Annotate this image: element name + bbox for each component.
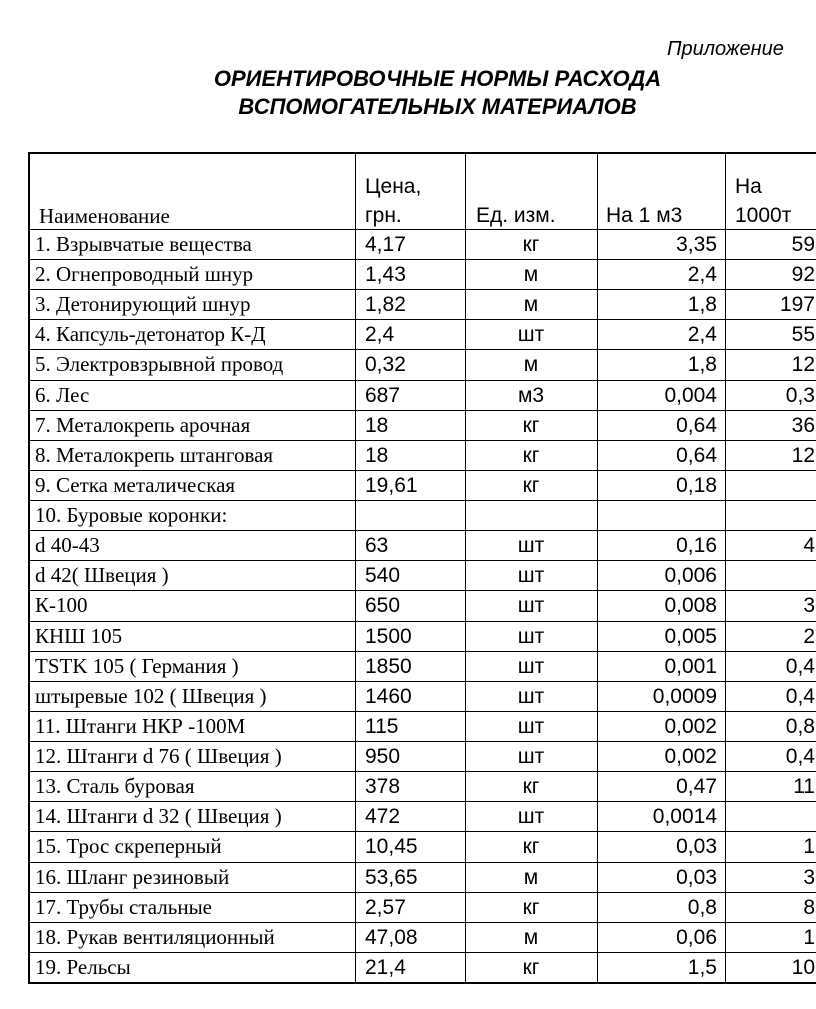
material-name: 2. Огнепроводный шнур xyxy=(35,262,254,287)
per-1000t-cell: 4 xyxy=(803,534,815,558)
per-1000t-cell: 1 xyxy=(803,835,815,859)
per-1000t-cell: 1 xyxy=(803,925,815,949)
row-divider xyxy=(30,560,816,561)
per-1000t-cell: 197 xyxy=(779,293,815,317)
per-m3-cell: 0,18 xyxy=(676,473,717,497)
unit-cell: м xyxy=(523,263,539,287)
price-cell: 18 xyxy=(365,443,389,467)
per-m3-cell: 0,64 xyxy=(676,413,717,437)
price-cell: 19,61 xyxy=(365,473,418,497)
per-1000t-cell: 12 xyxy=(791,443,815,467)
unit-cell: шт xyxy=(517,594,545,618)
material-name: 11. Штанги НКР -100М xyxy=(35,713,246,738)
title-line-1: ОРИЕНТИРОВОЧНЫЕ НОРМЫ РАСХОДА xyxy=(213,66,662,91)
header-per-1000-line1: На xyxy=(735,175,762,198)
header-price-line2: грн. xyxy=(365,204,402,227)
row-divider xyxy=(30,289,816,290)
per-m3-cell: 0,005 xyxy=(664,624,717,648)
per-m3-cell: 0,64 xyxy=(676,443,717,467)
unit-cell: кг xyxy=(522,895,540,919)
per-1000t-cell: 0,8 xyxy=(785,714,815,738)
row-divider xyxy=(30,470,816,471)
row-divider xyxy=(30,801,816,802)
price-cell: 378 xyxy=(365,775,401,799)
material-name: d 42( Швеция ) xyxy=(35,563,169,588)
row-divider xyxy=(30,259,816,260)
row-divider xyxy=(30,410,816,411)
material-name: 10. Буровые коронки: xyxy=(35,503,228,528)
per-1000t-cell: 3 xyxy=(803,594,815,618)
material-name: 16. Шланг резиновый xyxy=(35,864,230,889)
unit-cell: шт xyxy=(517,745,545,769)
unit-cell: шт xyxy=(517,684,545,708)
price-cell: 53,65 xyxy=(365,865,418,889)
per-1000t-cell: 12 xyxy=(791,353,815,377)
material-name: 5. Электровзрывной провод xyxy=(35,352,284,377)
per-m3-cell: 0,002 xyxy=(664,714,717,738)
row-divider xyxy=(30,621,816,622)
material-name: 3. Детонирующий шнур xyxy=(35,292,251,317)
material-name: КНШ 105 xyxy=(35,623,123,648)
price-cell: 10,45 xyxy=(365,835,418,859)
material-name: 15. Трос скреперный xyxy=(35,834,222,859)
per-m3-cell: 0,03 xyxy=(676,865,717,889)
material-name: 9. Сетка металическая xyxy=(35,472,236,497)
per-m3-cell: 0,002 xyxy=(664,745,717,769)
row-divider xyxy=(30,319,816,320)
price-cell: 950 xyxy=(365,745,401,769)
price-cell: 1850 xyxy=(365,654,412,678)
price-cell: 0,32 xyxy=(365,353,406,377)
row-divider xyxy=(30,530,816,531)
unit-cell: кг xyxy=(522,473,540,497)
per-m3-cell: 3,35 xyxy=(676,233,717,256)
per-m3-cell: 0,16 xyxy=(676,534,717,558)
unit-cell: кг xyxy=(522,775,540,799)
per-m3-cell: 2,4 xyxy=(687,263,717,287)
per-m3-cell: 0,8 xyxy=(687,895,717,919)
unit-cell: м3 xyxy=(517,383,545,407)
price-cell: 4,17 xyxy=(365,233,406,256)
row-divider xyxy=(30,349,816,350)
price-cell: 47,08 xyxy=(365,925,418,949)
per-m3-cell: 1,5 xyxy=(687,955,717,979)
price-cell: 540 xyxy=(365,564,401,588)
per-m3-cell: 1,8 xyxy=(687,353,717,377)
material-name: 4. Капсуль-детонатор К-Д xyxy=(35,322,266,347)
per-1000t-cell: 0,4 xyxy=(785,745,815,769)
unit-cell: кг xyxy=(522,835,540,859)
per-1000t-cell: 11 xyxy=(793,775,815,799)
material-name: 12. Штанги d 76 ( Швеция ) xyxy=(35,744,282,769)
unit-cell: кг xyxy=(522,443,540,467)
row-divider xyxy=(30,380,816,381)
column-divider xyxy=(355,154,356,982)
unit-cell: шт xyxy=(517,564,545,588)
price-cell: 63 xyxy=(365,534,389,558)
unit-cell: шт xyxy=(517,805,545,829)
price-cell: 18 xyxy=(365,413,389,437)
material-name: 1. Взрывчатые вещества xyxy=(35,232,252,256)
material-name: 14. Штанги d 32 ( Швеция ) xyxy=(35,804,282,829)
material-name: 19. Рельсы xyxy=(35,954,131,979)
per-m3-cell: 0,006 xyxy=(664,564,717,588)
row-divider xyxy=(30,892,816,893)
per-m3-cell: 2,4 xyxy=(687,323,717,347)
price-cell: 687 xyxy=(365,383,401,407)
price-cell: 1,82 xyxy=(365,293,406,317)
unit-cell: м xyxy=(523,353,539,377)
per-m3-cell: 1,8 xyxy=(687,293,717,317)
material-name: 13. Сталь буровая xyxy=(35,774,195,799)
material-name: 6. Лес xyxy=(35,382,90,407)
per-m3-cell: 0,0009 xyxy=(652,684,717,708)
per-1000t-cell: 0,4 xyxy=(785,684,815,708)
price-cell: 2,4 xyxy=(365,323,395,347)
row-divider xyxy=(30,831,816,832)
price-cell: 1460 xyxy=(365,684,412,708)
header-price-line1: Цена, xyxy=(365,175,422,198)
row-divider xyxy=(30,681,816,682)
material-name: 18. Рукав вентиляционный xyxy=(35,924,275,949)
material-name: TSTK 105 ( Германия ) xyxy=(35,653,239,678)
unit-cell: м xyxy=(523,865,539,889)
per-m3-cell: 0,03 xyxy=(676,835,717,859)
per-m3-cell: 0,004 xyxy=(664,383,717,407)
per-m3-cell: 0,47 xyxy=(676,775,717,799)
materials-table xyxy=(28,152,816,984)
row-divider xyxy=(30,771,816,772)
header-name: Наименование xyxy=(39,204,170,228)
unit-cell: шт xyxy=(517,714,545,738)
per-m3-cell: 0,06 xyxy=(676,925,717,949)
per-m3-cell: 0,0014 xyxy=(652,805,717,829)
per-1000t-cell: 0,3 xyxy=(785,383,815,407)
unit-cell: шт xyxy=(517,654,545,678)
unit-cell: кг xyxy=(522,955,540,979)
row-divider xyxy=(30,590,816,591)
per-1000t-cell: 59 xyxy=(791,233,815,256)
material-name: 7. Металокрепь арочная xyxy=(35,412,251,437)
row-divider xyxy=(30,922,816,923)
appendix-label: Приложение xyxy=(667,38,784,60)
header-per-1000-line2: 1000т xyxy=(735,204,792,227)
header-per-m3: На 1 м3 xyxy=(606,204,683,227)
price-cell: 1,43 xyxy=(365,263,406,287)
row-divider xyxy=(30,500,816,501)
unit-cell: кг xyxy=(522,233,540,256)
per-m3-cell: 0,008 xyxy=(664,594,717,618)
per-1000t-cell: 55 xyxy=(791,323,815,347)
per-1000t-cell: 0,4 xyxy=(785,654,815,678)
header-divider xyxy=(30,229,816,230)
material-name: 8. Металокрепь штанговая xyxy=(35,442,274,467)
row-divider xyxy=(30,440,816,441)
per-1000t-cell: 8 xyxy=(803,895,815,919)
unit-cell: шт xyxy=(517,323,545,347)
unit-cell: кг xyxy=(522,413,540,437)
material-name: d 40-43 xyxy=(35,533,100,558)
row-divider xyxy=(30,862,816,863)
per-1000t-cell: 2 xyxy=(803,624,815,648)
row-divider xyxy=(30,741,816,742)
row-divider xyxy=(30,952,816,953)
per-1000t-cell: 3 xyxy=(803,865,815,889)
unit-cell: м xyxy=(523,925,539,949)
per-1000t-cell: 36 xyxy=(791,413,815,437)
per-1000t-cell: 10 xyxy=(791,955,815,979)
price-cell: 115 xyxy=(365,714,399,738)
price-cell: 21,4 xyxy=(365,955,406,979)
title-line-2: ВСПОМОГАТЕЛЬНЫХ МАТЕРИАЛОВ xyxy=(238,94,637,119)
per-1000t-cell: 92 xyxy=(791,263,815,287)
per-m3-cell: 0,001 xyxy=(664,654,717,678)
price-cell: 650 xyxy=(365,594,401,618)
price-cell: 472 xyxy=(365,805,401,829)
row-divider xyxy=(30,711,816,712)
header-unit: Ед. изм. xyxy=(476,204,556,227)
price-cell: 1500 xyxy=(365,624,412,648)
unit-cell: шт xyxy=(517,624,545,648)
unit-cell: шт xyxy=(517,534,545,558)
material-name: К-100 xyxy=(35,593,88,618)
unit-cell: м xyxy=(523,293,539,317)
row-divider xyxy=(30,651,816,652)
material-name: штыревые 102 ( Швеция ) xyxy=(35,683,267,708)
price-cell: 2,57 xyxy=(365,895,406,919)
material-name: 17. Трубы стальные xyxy=(35,894,213,919)
